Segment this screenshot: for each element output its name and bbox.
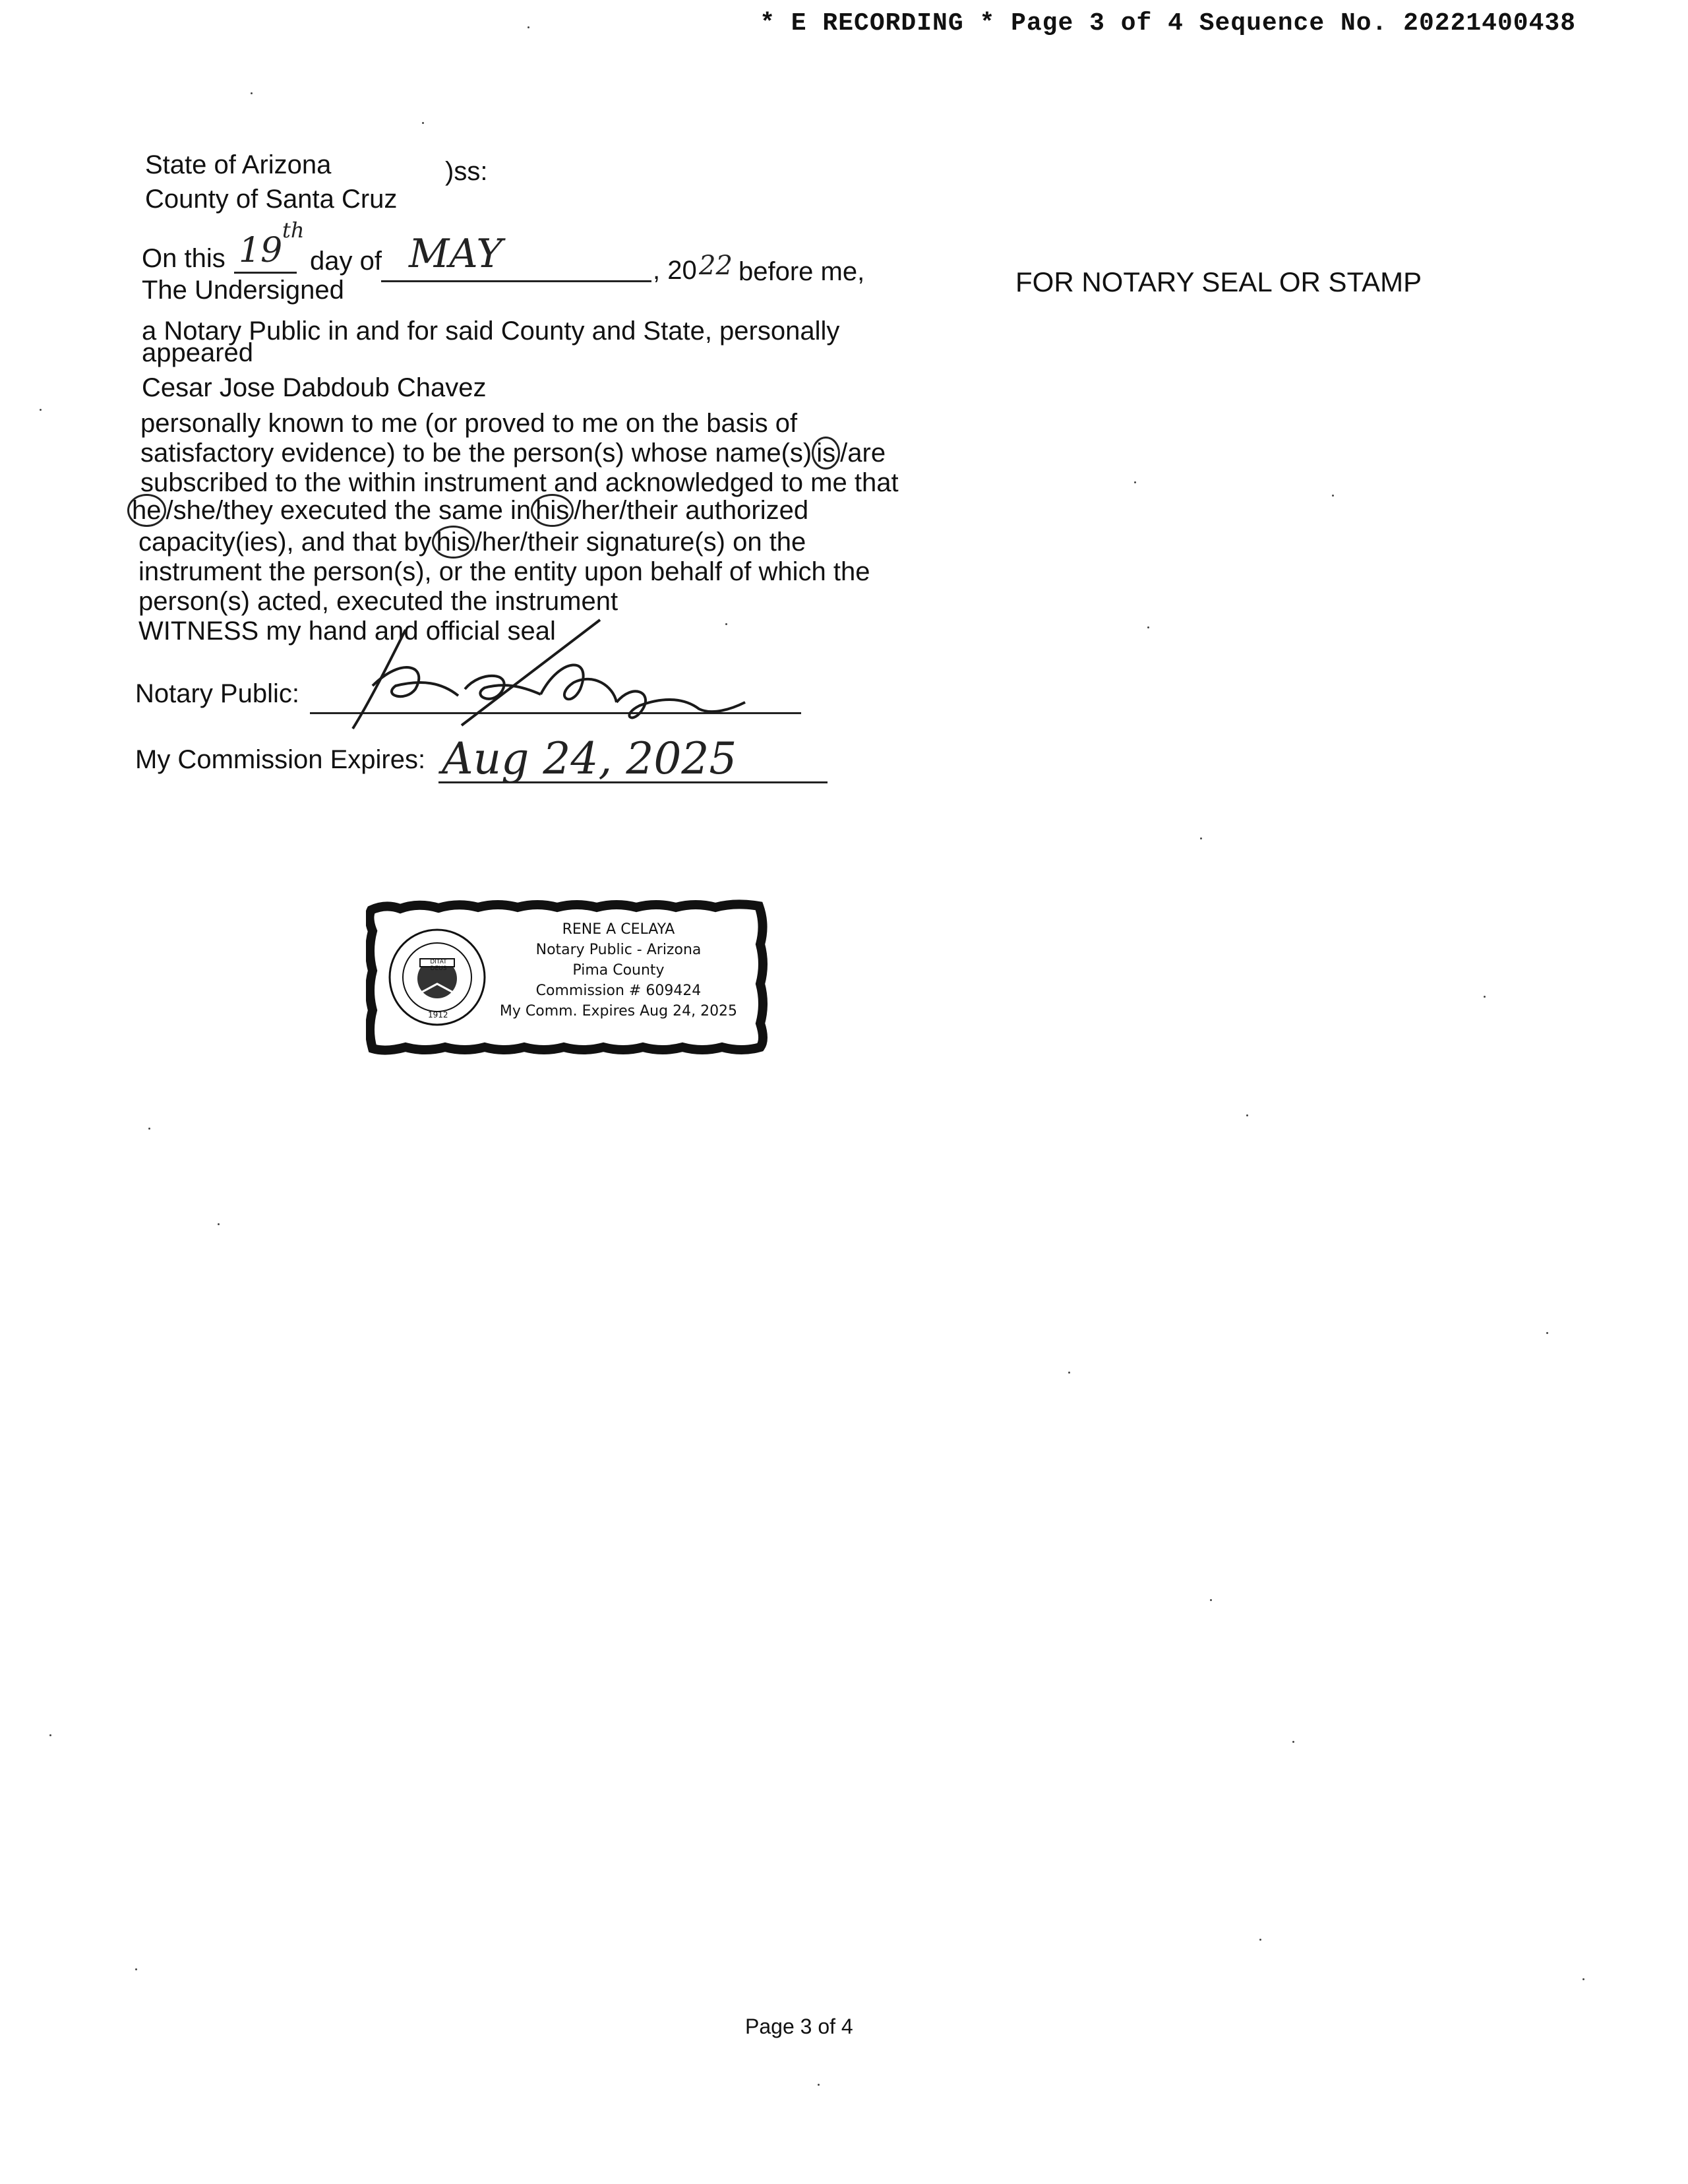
ack-line-2: [140, 439, 886, 468]
on-this-label: On this: [142, 244, 226, 273]
recording-header: * E RECORDING * Page 3 of 4 Sequence No. 20221400438: [760, 9, 1576, 38]
scan-speck: [1200, 837, 1202, 839]
day-of-label: day of: [310, 247, 382, 276]
undersigned-label: The Undersigned: [142, 276, 344, 305]
handwritten-day: 19: [239, 231, 283, 270]
year-prefix: , 20: [653, 256, 697, 285]
appeared-line: appeared: [142, 338, 254, 367]
scan-speck: [1134, 481, 1136, 483]
ack-line-4: [127, 496, 808, 525]
stamp-details: [490, 919, 747, 1021]
handwritten-commission-date: Aug 24, 2025: [442, 733, 737, 784]
handwritten-month: MAY: [409, 231, 502, 277]
ack-line-7: person(s) acted, executed the instrument: [138, 587, 618, 616]
ack-line-2a: satisfactory evidence) to be the person(s) whose name(s): [140, 439, 812, 468]
venue-county: County of Santa Cruz: [145, 185, 398, 214]
circled-he: he: [127, 494, 166, 527]
seal-year: 1912: [428, 1010, 448, 1019]
ack-line-4a: /she/they executed the same in: [166, 496, 531, 525]
ack-line-5b: /her/their signature(s) on the: [474, 528, 806, 557]
handwritten-day-suffix: th: [282, 218, 305, 243]
ack-line-6: instrument the person(s), or the entity upon behalf of which the: [138, 557, 870, 586]
scan-speck: [1147, 626, 1149, 628]
witness-line: WITNESS my hand and official seal: [138, 617, 556, 646]
handwritten-year: 22: [699, 251, 733, 281]
stamp-county: Pima County: [572, 962, 665, 979]
venue-state: State of Arizona: [145, 150, 332, 179]
notary-stamp: [366, 898, 768, 1055]
scan-speck: [725, 623, 727, 625]
notary-seal-label: FOR NOTARY SEAL OR STAMP: [1015, 266, 1422, 297]
scan-speck: [251, 92, 253, 94]
commission-label: My Commission Expires:: [135, 745, 426, 774]
ack-line-5: [138, 528, 806, 557]
circled-his-2: his: [432, 526, 475, 559]
notary-signature: [343, 617, 752, 732]
scan-speck: [1292, 1741, 1294, 1743]
seal-motto: DITAT DEUS: [430, 959, 447, 972]
ack-line-2b: /are: [840, 439, 886, 468]
before-me-label: before me,: [738, 257, 865, 286]
ack-line-1: personally known to me (or proved to me on the basis of: [140, 409, 798, 438]
notary-line: a Notary Public in and for said County and State, personally: [142, 317, 840, 346]
scan-speck: [1484, 996, 1486, 998]
scan-speck: [148, 1128, 150, 1130]
scan-speck: [1259, 1939, 1261, 1941]
scan-speck: [218, 1223, 220, 1225]
stamp-notary-name: RENE A CELAYA: [562, 921, 675, 938]
scan-speck: [1582, 1978, 1584, 1980]
scan-speck: [40, 409, 42, 411]
signer-name: Cesar Jose Dabdoub Chavez: [142, 373, 487, 402]
circled-is: is: [812, 437, 840, 470]
notary-public-label: Notary Public:: [135, 679, 299, 708]
month-underline: [381, 280, 651, 282]
scan-speck: [1546, 1332, 1548, 1334]
ack-line-5a: capacity(ies), and that by: [138, 528, 432, 557]
stamp-commission: Commission # 609424: [535, 983, 702, 999]
commission-underline: [438, 781, 828, 783]
scan-speck: [422, 122, 424, 124]
stamp-expires: My Comm. Expires Aug 24, 2025: [499, 1003, 738, 1019]
scan-speck: [1068, 1372, 1070, 1374]
circled-his-1: his: [531, 494, 574, 527]
scan-speck: [528, 26, 529, 28]
scan-speck: [1246, 1114, 1248, 1116]
scan-speck: [1210, 1599, 1212, 1601]
ack-line-4b: /her/their authorized: [574, 496, 809, 525]
page-footer: Page 3 of 4: [745, 2015, 853, 2038]
day-underline: [234, 272, 297, 274]
scan-speck: [1332, 495, 1334, 497]
scan-speck: [49, 1734, 51, 1736]
venue-ss: )ss:: [445, 157, 488, 186]
stamp-title: Notary Public - Arizona: [535, 942, 702, 958]
ack-line-3: subscribed to the within instrument and acknowledged to me that: [140, 468, 899, 497]
scan-speck: [135, 1968, 137, 1970]
scan-speck: [818, 2084, 820, 2086]
